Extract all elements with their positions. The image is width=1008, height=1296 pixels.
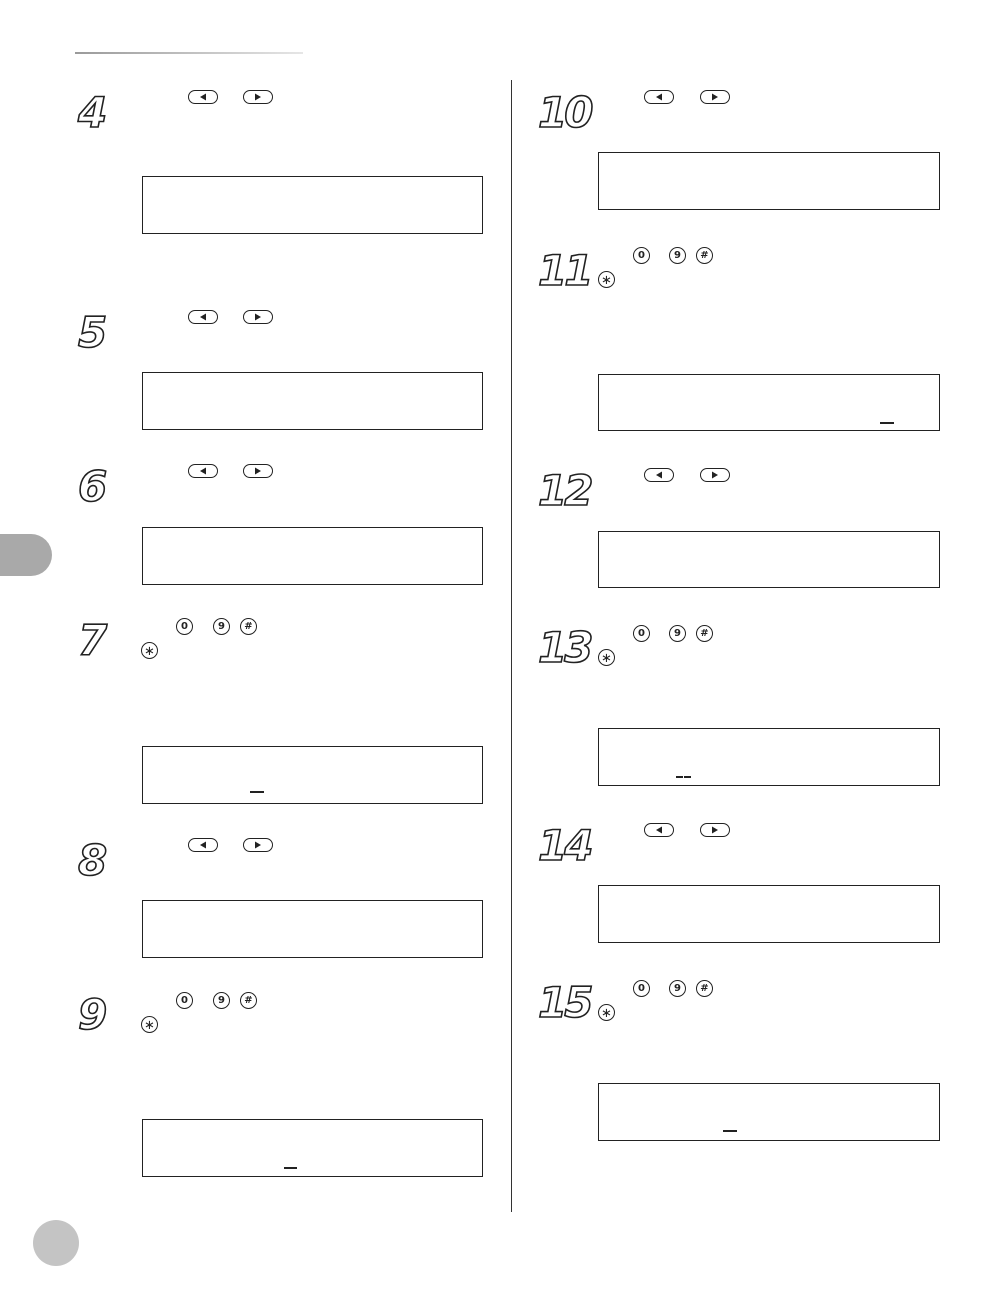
input-cursor [250, 791, 264, 793]
lcd-display [598, 531, 940, 588]
input-cursor [676, 776, 683, 778]
step-number: 7 [78, 616, 105, 665]
star-key-icon: ∗ [598, 271, 615, 288]
right-arrow-key-icon [243, 90, 273, 104]
step-number: 6 [78, 462, 105, 511]
step-number: 12 [538, 466, 591, 515]
step-number: 4 [78, 88, 105, 137]
header-rule [75, 52, 303, 54]
step-number: 8 [78, 836, 105, 885]
left-arrow-key-icon [188, 838, 218, 852]
lcd-display [598, 152, 940, 210]
zero-key-icon: 0 [633, 980, 650, 997]
right-arrow-key-icon [700, 90, 730, 104]
zero-key-icon: 0 [633, 625, 650, 642]
nine-key-icon: 9 [669, 625, 686, 642]
column-divider [511, 80, 512, 1212]
zero-key-icon: 0 [633, 247, 650, 264]
star-key-icon: ∗ [598, 1004, 615, 1021]
lcd-display [142, 176, 483, 234]
lcd-display [142, 900, 483, 958]
step-number: 9 [78, 990, 105, 1039]
left-arrow-key-icon [188, 90, 218, 104]
lcd-display [598, 885, 940, 943]
right-arrow-key-icon [243, 310, 273, 324]
chapter-tab [0, 534, 52, 576]
nine-key-icon: 9 [669, 247, 686, 264]
star-key-icon: ∗ [141, 1016, 158, 1033]
left-arrow-key-icon [644, 90, 674, 104]
left-arrow-key-icon [188, 310, 218, 324]
hash-key-icon: # [240, 992, 257, 1009]
step-number: 11 [538, 246, 591, 295]
right-arrow-key-icon [243, 838, 273, 852]
input-cursor [723, 1130, 737, 1132]
lcd-display [142, 746, 483, 804]
lcd-display [598, 728, 940, 786]
right-arrow-key-icon [243, 464, 273, 478]
step-number: 5 [78, 308, 105, 357]
left-arrow-key-icon [188, 464, 218, 478]
lcd-display [598, 1083, 940, 1141]
zero-key-icon: 0 [176, 992, 193, 1009]
nine-key-icon: 9 [213, 992, 230, 1009]
right-arrow-key-icon [700, 468, 730, 482]
lcd-display [142, 527, 483, 585]
left-arrow-key-icon [644, 823, 674, 837]
right-arrow-key-icon [700, 823, 730, 837]
hash-key-icon: # [696, 980, 713, 997]
step-number: 14 [538, 821, 591, 870]
input-cursor [284, 1167, 297, 1169]
nine-key-icon: 9 [669, 980, 686, 997]
star-key-icon: ∗ [141, 642, 158, 659]
lcd-display [142, 372, 483, 430]
step-number: 10 [538, 88, 591, 137]
star-key-icon: ∗ [598, 649, 615, 666]
zero-key-icon: 0 [176, 618, 193, 635]
hash-key-icon: # [696, 247, 713, 264]
hash-key-icon: # [696, 625, 713, 642]
input-cursor [880, 422, 894, 424]
page-number-circle [33, 1220, 79, 1266]
left-arrow-key-icon [644, 468, 674, 482]
input-cursor [684, 776, 691, 778]
nine-key-icon: 9 [213, 618, 230, 635]
lcd-display [142, 1119, 483, 1177]
hash-key-icon: # [240, 618, 257, 635]
step-number: 15 [538, 978, 591, 1027]
step-number: 13 [538, 623, 591, 672]
lcd-display [598, 374, 940, 431]
